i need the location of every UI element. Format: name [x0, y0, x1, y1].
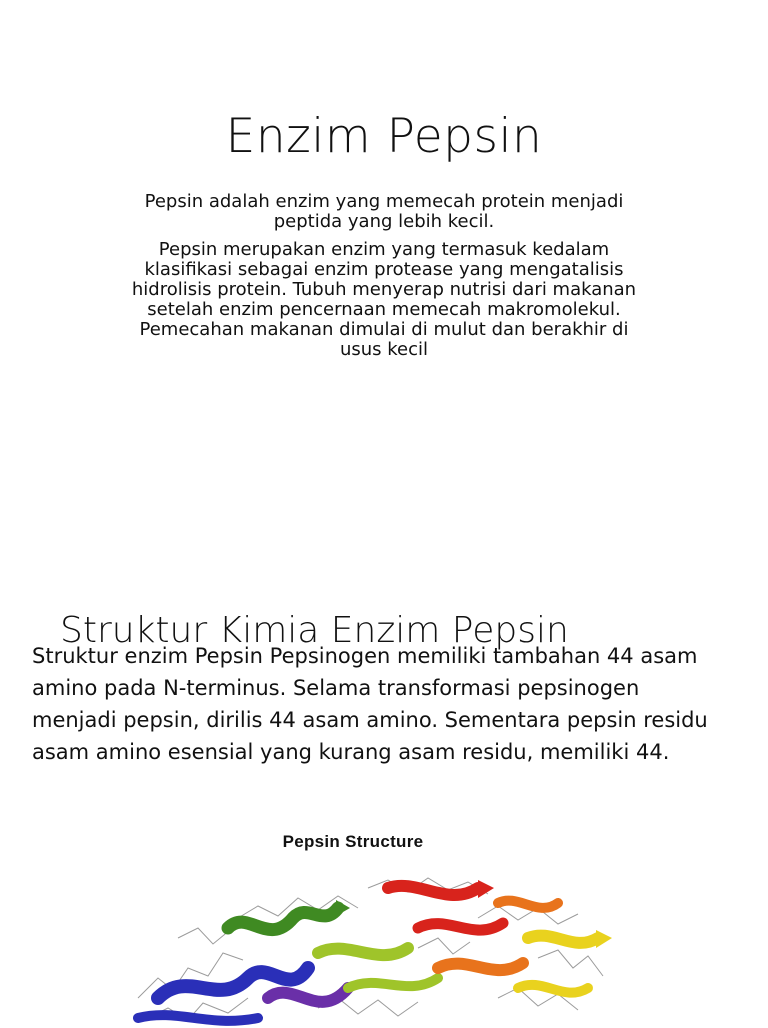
figure-caption: Pepsin Structure	[282, 832, 424, 851]
ribbon-red	[388, 886, 478, 895]
arrow-head-yellow	[596, 930, 612, 948]
slide-title: Struktur Kimia Enzim Pepsin	[60, 609, 569, 651]
ribbon-lime	[318, 948, 408, 955]
ribbon-lime-2	[348, 978, 438, 988]
slide-title: Enzim Pepsin	[225, 109, 543, 165]
ribbon-orange	[438, 963, 523, 970]
arrow-head-red	[478, 880, 494, 898]
paragraph-classification: Pepsin merupakan enzim yang termasuk kedalam klasifikasi sebagai enzim protease yang mengatalisis hidrolisis protein. Tubuh menyerap nutrisi dari makanan setelah enzim pencernaan memecah makromolekul. Pemecahan makanan dimulai di mulut dan berakhir di usus kecil	[131, 239, 637, 360]
ribbon-orange-2	[498, 901, 558, 908]
slide-body: Struktur enzim Pepsin Pepsinogen memiliki tambahan 44 asam amino pada N-terminus. Selama transformasi pepsinogen menjadi pepsin, dirilis 44 asam amino. Sementara pepsin residu asam amino esensial yang kurang asam residu, memiliki 44.	[32, 644, 708, 764]
ribbon-yellow-2	[518, 985, 588, 993]
slide-body	[118, 192, 650, 368]
pepsin-structure-figure	[118, 830, 618, 1024]
ribbon-yellow	[528, 936, 598, 943]
slide-struktur-kimia	[0, 540, 768, 1024]
paragraph-definition: Pepsin adalah enzim yang memecah protein menjadi peptida yang lebih kecil.	[144, 191, 624, 232]
ribbon-red-2	[418, 923, 503, 930]
protein-ribbon-illustration	[118, 858, 618, 1028]
ribbon-purple	[268, 988, 348, 1002]
ribbon-blue-2	[138, 1015, 258, 1021]
